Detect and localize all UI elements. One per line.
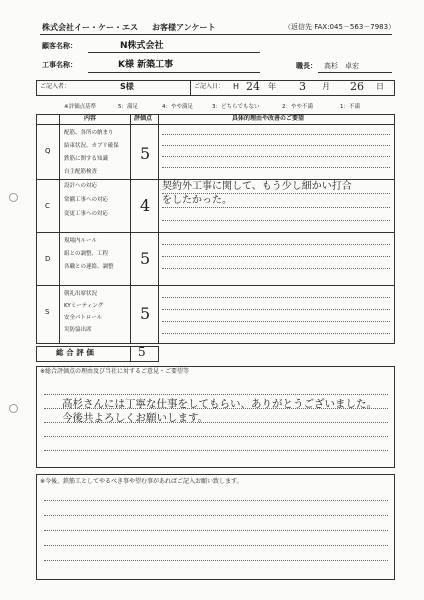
row-q-item-4: 自主配筋検査 xyxy=(64,169,98,175)
row-code-d: D xyxy=(45,255,51,263)
writing-line xyxy=(44,436,388,437)
filler-value: S様 xyxy=(120,82,134,91)
opinion-line-2: 今後共よろしくお願いします。 xyxy=(62,412,209,424)
manager-value: 高杉 卓宏 xyxy=(324,62,359,70)
filler-label: ご記入者： xyxy=(40,83,71,90)
criteria-3: 3：どちらでもない xyxy=(212,104,260,110)
overall-label: 総 合 評 価 xyxy=(56,348,94,357)
writing-line xyxy=(44,560,388,561)
project-value: K様 新築工事 xyxy=(118,60,174,70)
project-label: 工事名称： xyxy=(42,61,77,69)
writing-line xyxy=(162,207,390,208)
writing-line xyxy=(162,321,390,322)
row-c-comment-2: をしたかった。 xyxy=(162,195,232,206)
writing-line xyxy=(162,333,390,334)
writing-line xyxy=(44,530,388,531)
date-day-unit: 日 xyxy=(376,82,384,91)
writing-line xyxy=(162,244,390,245)
row-d-item-3: 各職との連絡、調整 xyxy=(64,264,114,270)
row-c-item-2: 常傭工事への対応 xyxy=(64,197,109,203)
row-d-item-2: 組との調整、工程 xyxy=(64,251,109,257)
punch-hole-bottom xyxy=(9,404,18,413)
customer-value: N株式会社 xyxy=(120,41,164,51)
row-d-score: 5 xyxy=(140,249,151,268)
date-year: 24 xyxy=(246,80,260,93)
row-q-item-3: 鉄筋に関する知識 xyxy=(64,156,109,162)
row-rule-2 xyxy=(36,232,394,233)
row-d-item-1: 現場内ルール xyxy=(64,238,97,244)
date-label: ご記入日： xyxy=(194,83,225,90)
row-code-s: S xyxy=(45,308,50,316)
row-c-comment-1: 契約外工事に関して、もう少し細かい打合 xyxy=(162,181,352,192)
writing-line xyxy=(162,145,390,146)
row-c-score: 4 xyxy=(140,196,151,215)
header-content: 内容 xyxy=(84,115,97,122)
punch-hole-top xyxy=(9,193,18,202)
writing-line xyxy=(44,500,388,501)
criteria-1: 1：不満 xyxy=(340,104,360,110)
customer-label: 顧客名称： xyxy=(42,42,77,50)
criteria-4: 4：やや満足 xyxy=(162,104,193,110)
writing-line xyxy=(162,156,390,157)
overall-divider xyxy=(130,346,131,361)
writing-line xyxy=(44,545,388,546)
date-month-unit: 月 xyxy=(322,82,330,91)
date-day: 26 xyxy=(350,80,364,93)
form-title: お客様アンケート xyxy=(152,23,216,32)
row-s-item-3: 安全パトロール xyxy=(64,315,103,321)
row-q-item-1: 配筋、各所の納まり xyxy=(64,130,114,136)
writing-line xyxy=(44,515,388,516)
row-q-score: 5 xyxy=(140,144,151,163)
table-col-items xyxy=(130,114,131,343)
row-code-c: C xyxy=(45,202,50,210)
criteria-2: 2：やや不満 xyxy=(282,104,313,110)
opinion-label: ※総合評価点の理由及び当社に対するご意見・ご要望等 xyxy=(40,368,190,375)
writing-line xyxy=(162,268,390,269)
future-box xyxy=(36,474,395,580)
writing-line xyxy=(162,297,390,298)
company-name: 株式会社イー・ケー・エス xyxy=(42,23,138,32)
writing-line xyxy=(162,193,390,194)
manager-label: 職長： xyxy=(296,62,317,70)
future-label: ※今後、鉄筋工としてやるべき事や望む事があればご記入お願い致します。 xyxy=(40,478,243,485)
row-code-q: Q xyxy=(45,147,51,155)
header-score: 評価点 xyxy=(134,115,153,122)
writing-line xyxy=(162,309,390,310)
row-s-item-2: KYミーティング xyxy=(64,303,104,309)
writing-line xyxy=(162,134,390,135)
customer-underline xyxy=(88,52,260,53)
row-rule-1 xyxy=(36,179,394,180)
table-col-code xyxy=(59,114,60,343)
row-rule-3 xyxy=(36,285,394,286)
row-q-item-2: 結束状況、カブリ確保 xyxy=(64,143,119,149)
overall-score: 5 xyxy=(138,345,146,359)
project-underline xyxy=(88,72,260,73)
criteria-5: 5：満足 xyxy=(118,104,138,110)
date-era: H xyxy=(233,82,240,91)
date-year-unit: 年 xyxy=(268,82,276,91)
writing-line xyxy=(162,256,390,257)
row-c-item-1: 設計への対応 xyxy=(64,183,98,189)
filler-divider xyxy=(190,80,191,95)
opinion-line-1: 高杉さんには丁寧な仕事をしてもらい、ありがとうございました。 xyxy=(62,398,377,410)
manager-underline xyxy=(318,72,392,73)
row-s-score: 5 xyxy=(140,304,151,323)
fax-number: （返信先 FAX:045－563－7983） xyxy=(284,23,396,31)
table-col-score xyxy=(158,114,159,343)
date-month: 3 xyxy=(299,80,306,93)
writing-line xyxy=(162,220,390,221)
row-s-item-4: 災防協出席 xyxy=(64,327,92,333)
writing-line xyxy=(44,450,388,451)
row-c-item-3: 変更工事への対応 xyxy=(64,211,109,217)
table-header-rule xyxy=(36,124,394,125)
writing-line xyxy=(162,167,390,168)
criteria-title: ※評価点基準 xyxy=(64,104,97,110)
header-rule xyxy=(40,34,392,35)
writing-line xyxy=(44,394,388,395)
row-s-item-1: 朝礼出席状況 xyxy=(64,291,98,297)
header-reason: 具体的理由や改善のご要望 xyxy=(232,115,305,122)
